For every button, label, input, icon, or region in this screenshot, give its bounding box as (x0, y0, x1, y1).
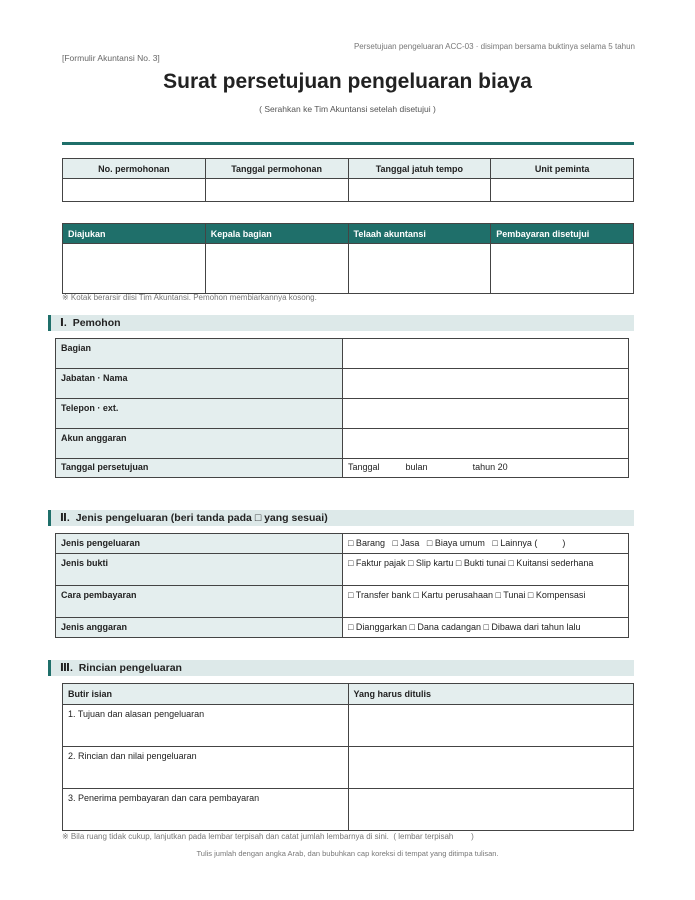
label-expense-type: Jenis pengeluaran (56, 534, 343, 554)
label-evidence-type: Jenis bukti (56, 554, 343, 586)
label-department: Bagian (56, 339, 343, 369)
shaded-box-note: ※ Kotak berarsir diisi Tim Akuntansi. Pemohon membiarkannya kosong. (62, 293, 317, 302)
section-title-text: Pemohon (72, 317, 121, 329)
section-number: Ⅰ (60, 317, 64, 329)
page-subtitle: ( Serahkan ke Tim Akuntansi setelah disetujui ) (259, 104, 436, 114)
payment-approved-stamp-box[interactable] (491, 244, 634, 294)
approval-date-field[interactable] (343, 459, 629, 478)
expense-details-table (62, 683, 634, 831)
header-payment-approved: Pembayaran disetujui (491, 224, 634, 244)
department-head-stamp-box[interactable] (205, 244, 348, 294)
detail-row-purpose: 1. Tujuan dan alasan pengeluaran (63, 705, 349, 747)
separate-sheet-note: ※ Bila ruang tidak cukup, lanjutkan pada lembar terpisah dan catat jumlah lembarnya di sini. ( lembar terpisah ) (62, 832, 474, 841)
approval-table (62, 223, 634, 294)
date-year-label: tahun 20 (472, 462, 508, 472)
request-info-table (62, 158, 634, 202)
detail-row-amount: 2. Rincian dan nilai pengeluaran (63, 747, 349, 789)
header-department-head: Kepala bagian (205, 224, 348, 244)
correction-note: Tulis jumlah dengan angka Arab, dan bubuhkan cap koreksi di tempat yang ditimpa tulisan. (196, 849, 499, 858)
title-divider (62, 142, 634, 145)
section-title-text: Jenis pengeluaran (beri tanda pada □ yang sesuai) (75, 512, 328, 524)
section-number: Ⅲ (60, 662, 70, 674)
payee-field[interactable] (348, 789, 634, 831)
budget-account-field[interactable] (343, 429, 629, 459)
position-name-field[interactable] (343, 369, 629, 399)
section-accent-bar (48, 510, 51, 526)
header-submitted: Diajukan (63, 224, 206, 244)
section-title-text: Rincian pengeluaran (78, 662, 182, 674)
section-title: Ⅰ. Pemohon (60, 317, 121, 329)
amount-field[interactable] (348, 747, 634, 789)
section-title: Ⅱ. Jenis pengeluaran (beri tanda pada □ yang sesuai) (60, 512, 328, 524)
label-budget-account: Akun anggaran (56, 429, 343, 459)
header-accounting-review: Telaah akuntansi (348, 224, 491, 244)
detail-row-payee: 3. Penerima pembayaran dan cara pembayaran (63, 789, 349, 831)
label-budget-type: Jenis anggaran (56, 618, 343, 638)
submitted-stamp-box[interactable] (63, 244, 206, 294)
form-number: [Formulir Akuntansi No. 3] (62, 53, 160, 63)
label-position-name: Jabatan · Nama (56, 369, 343, 399)
retention-note: Persetujuan pengeluaran ACC-03 · disimpan bersama buktinya selama 5 tahun (353, 42, 635, 51)
header-requesting-unit: Unit peminta (491, 159, 634, 179)
evidence-type-options[interactable]: □ Faktur pajak □ Slip kartu □ Bukti tunai □ Kuitansi sederhana (343, 554, 629, 586)
section-accent-bar (48, 315, 51, 331)
section-title: Ⅲ. Rincian pengeluaran (60, 662, 182, 674)
accounting-review-stamp-box[interactable] (348, 244, 491, 294)
request-date-field[interactable] (205, 179, 348, 202)
section-applicant-header (48, 315, 634, 331)
purpose-field[interactable] (348, 705, 634, 747)
expense-type-options[interactable]: □ Barang □ Jasa □ Biaya umum □ Lainnya ( ) (343, 534, 629, 554)
expense-type-table (55, 533, 629, 638)
header-what-to-write: Yang harus ditulis (348, 684, 634, 705)
department-field[interactable] (343, 339, 629, 369)
header-request-date: Tanggal permohonan (205, 159, 348, 179)
page-title: Surat persetujuan pengeluaran biaya (163, 70, 532, 93)
budget-type-options[interactable]: □ Dianggarkan □ Dana cadangan □ Dibawa dari tahun lalu (343, 618, 629, 638)
phone-field[interactable] (343, 399, 629, 429)
header-due-date: Tanggal jatuh tempo (348, 159, 491, 179)
label-approval-date: Tanggal persetujuan (56, 459, 343, 478)
date-month-label: bulan (405, 462, 428, 472)
section-accent-bar (48, 660, 51, 676)
header-request-number: No. permohonan (63, 159, 206, 179)
payment-method-options[interactable]: □ Transfer bank □ Kartu perusahaan □ Tunai □ Kompensasi (343, 586, 629, 618)
request-number-field[interactable] (63, 179, 206, 202)
header-entry-item: Butir isian (63, 684, 349, 705)
requesting-unit-field[interactable] (491, 179, 634, 202)
applicant-table (55, 338, 629, 478)
date-day-label: Tanggal (348, 462, 380, 472)
section-number: Ⅱ (60, 512, 67, 524)
section-expense-type-header (48, 510, 634, 526)
due-date-field[interactable] (348, 179, 491, 202)
label-phone: Telepon · ext. (56, 399, 343, 429)
section-expense-details-header (48, 660, 634, 676)
label-payment-method: Cara pembayaran (56, 586, 343, 618)
